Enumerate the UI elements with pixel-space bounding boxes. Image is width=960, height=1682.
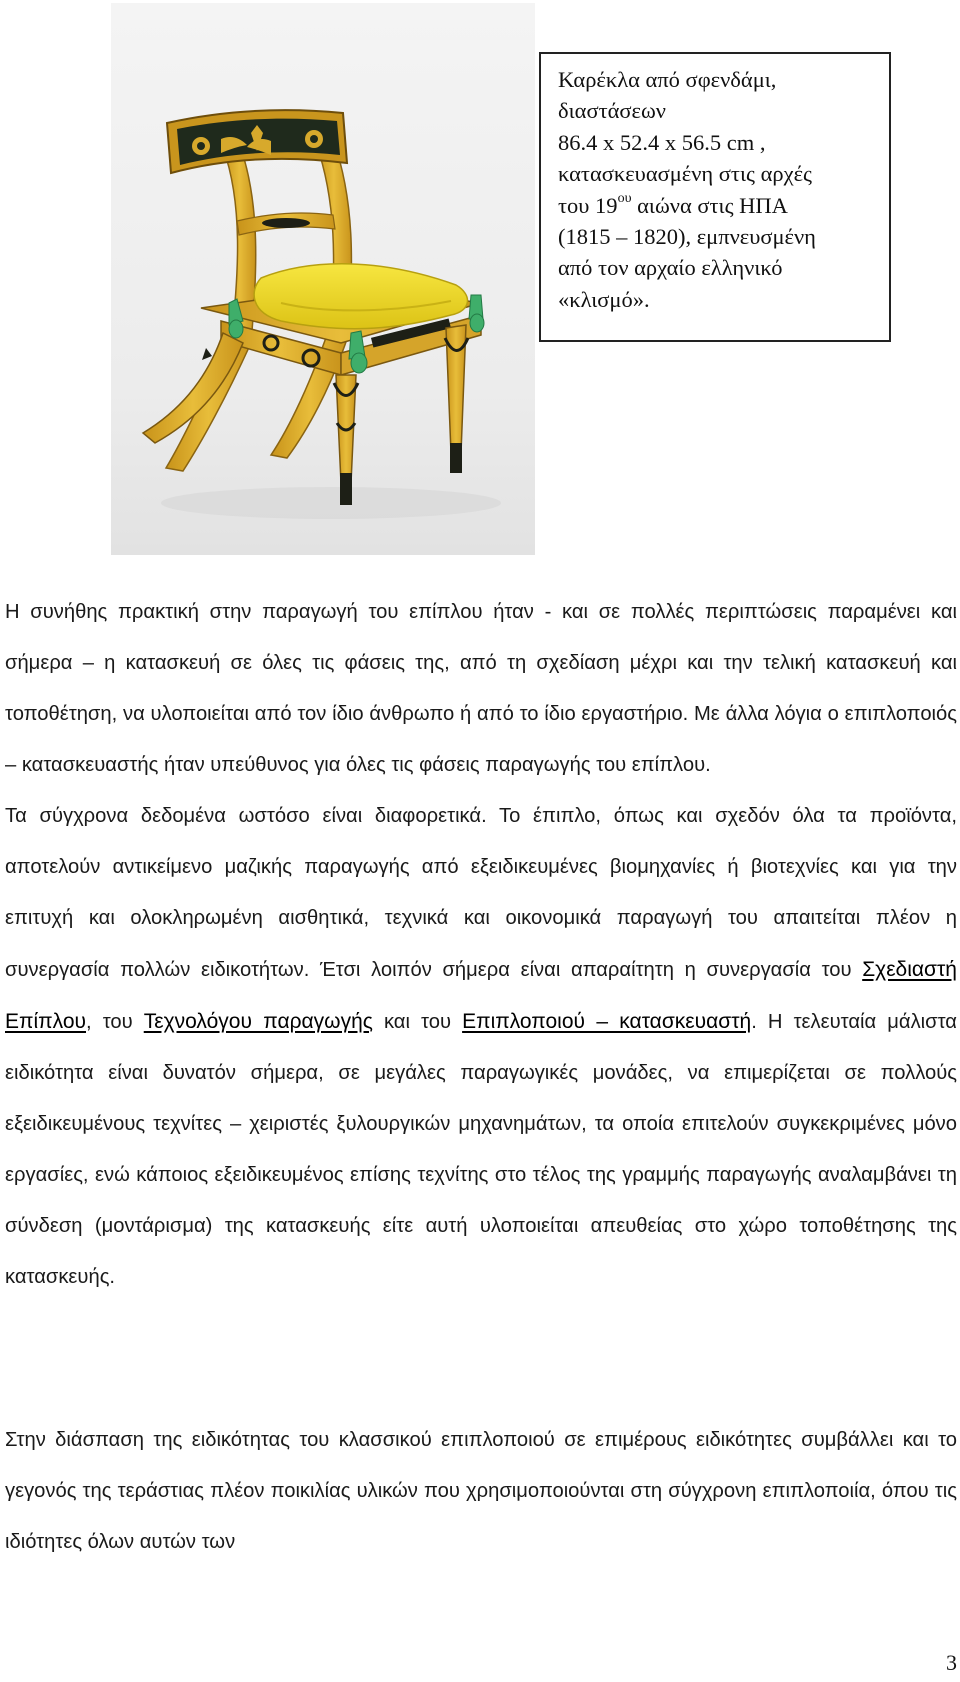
paragraph-3: Στην διάσπαση της ειδικότητας του κλασσικού επιπλοποιού σε επιμέρους ειδικότητες συμβάλλει και το γεγονός της τεράστιας πλέον ποικιλίας υλικών που χρησιμοποιούνται στη σύγχρονη επιπλοποιία, όπου τις ιδιότητες όλων αυτών των [5, 1429, 957, 1553]
underlined-term-production-technologist: Τεχνολόγου παραγωγής [143, 1010, 373, 1033]
paragraph-2-text: και του [372, 1011, 463, 1033]
caption-text: αιώνα στις ΗΠΑ [631, 192, 788, 218]
underlined-term-furniture-designer: Σχεδιαστή Επίπλου [5, 958, 957, 1033]
body-text-continued [5, 1415, 957, 1568]
underlined-term-furniture-maker: Επιπλοποιού – κατασκευαστή [462, 1010, 752, 1033]
paragraph-1: Η συνήθης πρακτική στην παραγωγή του επίπλου ήταν - και σε πολλές περιπτώσεις παραμένει και σήμερα – η κατασκευή σε όλες τις φάσεις της, από τη σχεδίαση μέχρι και την τελική κατασκευή και τοποθέτηση, να υλοποιείται από τον ίδιο άνθρωπο ή από το ίδιο εργαστήριο. Με άλλα λόγια ο επιπλοποιός – κατασκευαστής ήταν υπεύθυνος για όλες τις φάσεις παραγωγής του επίπλου. [5, 601, 957, 776]
caption-line: (1815 – 1820), εμπνευσμένη [558, 224, 816, 250]
caption-line [558, 190, 871, 221]
paragraph-2 [5, 791, 957, 1303]
paragraph-2-text: , του [86, 1011, 144, 1033]
page-number: 3 [946, 1650, 957, 1675]
caption-text: του 19 [558, 192, 618, 218]
body-text [5, 587, 957, 1303]
chair-photo [111, 3, 535, 555]
paragraph-2-text: Τα σύγχρονα δεδομένα ωστόσο είναι διαφορετικά. Το έπιπλο, όπως και σχεδόν όλα τα προϊόντα, αποτελούν αντικείμενο μαζικής παραγωγής από εξειδικευμένες βιομηχανίες ή βιοτεχνίες και για την επιτυχή και ολοκληρωμένη αισθητικά, τεχνικά και οικονομικά παραγωγή του απαιτείται πλέον η συνεργασία πολλών ειδικοτήτων. Έτσι λοιπόν σήμερα είναι απαραίτητη η συνεργασία του [5, 805, 957, 981]
caption-line: Καρέκλα από σφενδάμι, [558, 67, 777, 92]
caption-superscript: ου [617, 191, 632, 207]
caption-line: κατασκευασμένη στις αρχές [558, 161, 812, 187]
caption-line: 86.4 x 52.4 x 56.5 cm , [558, 129, 766, 155]
figure-caption [539, 52, 891, 342]
caption-line: διαστάσεων [558, 98, 666, 124]
caption-line: «κλισμό». [558, 286, 650, 312]
klismos-chair-illustration [111, 3, 535, 555]
paragraph-2-text: . Η τελευταία μάλιστα ειδικότητα είναι δυνατόν σήμερα, σε μεγάλες παραγωγικές μονάδες, να επιμερίζεται σε πολλούς εξειδικευμένους τεχνίτες – χειριστές ξυλουργικών μηχανημάτων, τα οποία επιτελούν συγκεκριμένες μόνο εργασίες, ενώ κάποιος εξειδικευμένος επίσης τεχνίτης στο τέλος της γραμμής παραγωγής αναλαμβάνει τη σύνδεση (μοντάρισμα) της κατασκευής είτε αυτή υλοποιείται απευθείας στο χώρο τοποθέτησης της κατασκευής. [5, 1011, 957, 1288]
caption-line: από τον αρχαίο ελληνικό [558, 255, 783, 281]
